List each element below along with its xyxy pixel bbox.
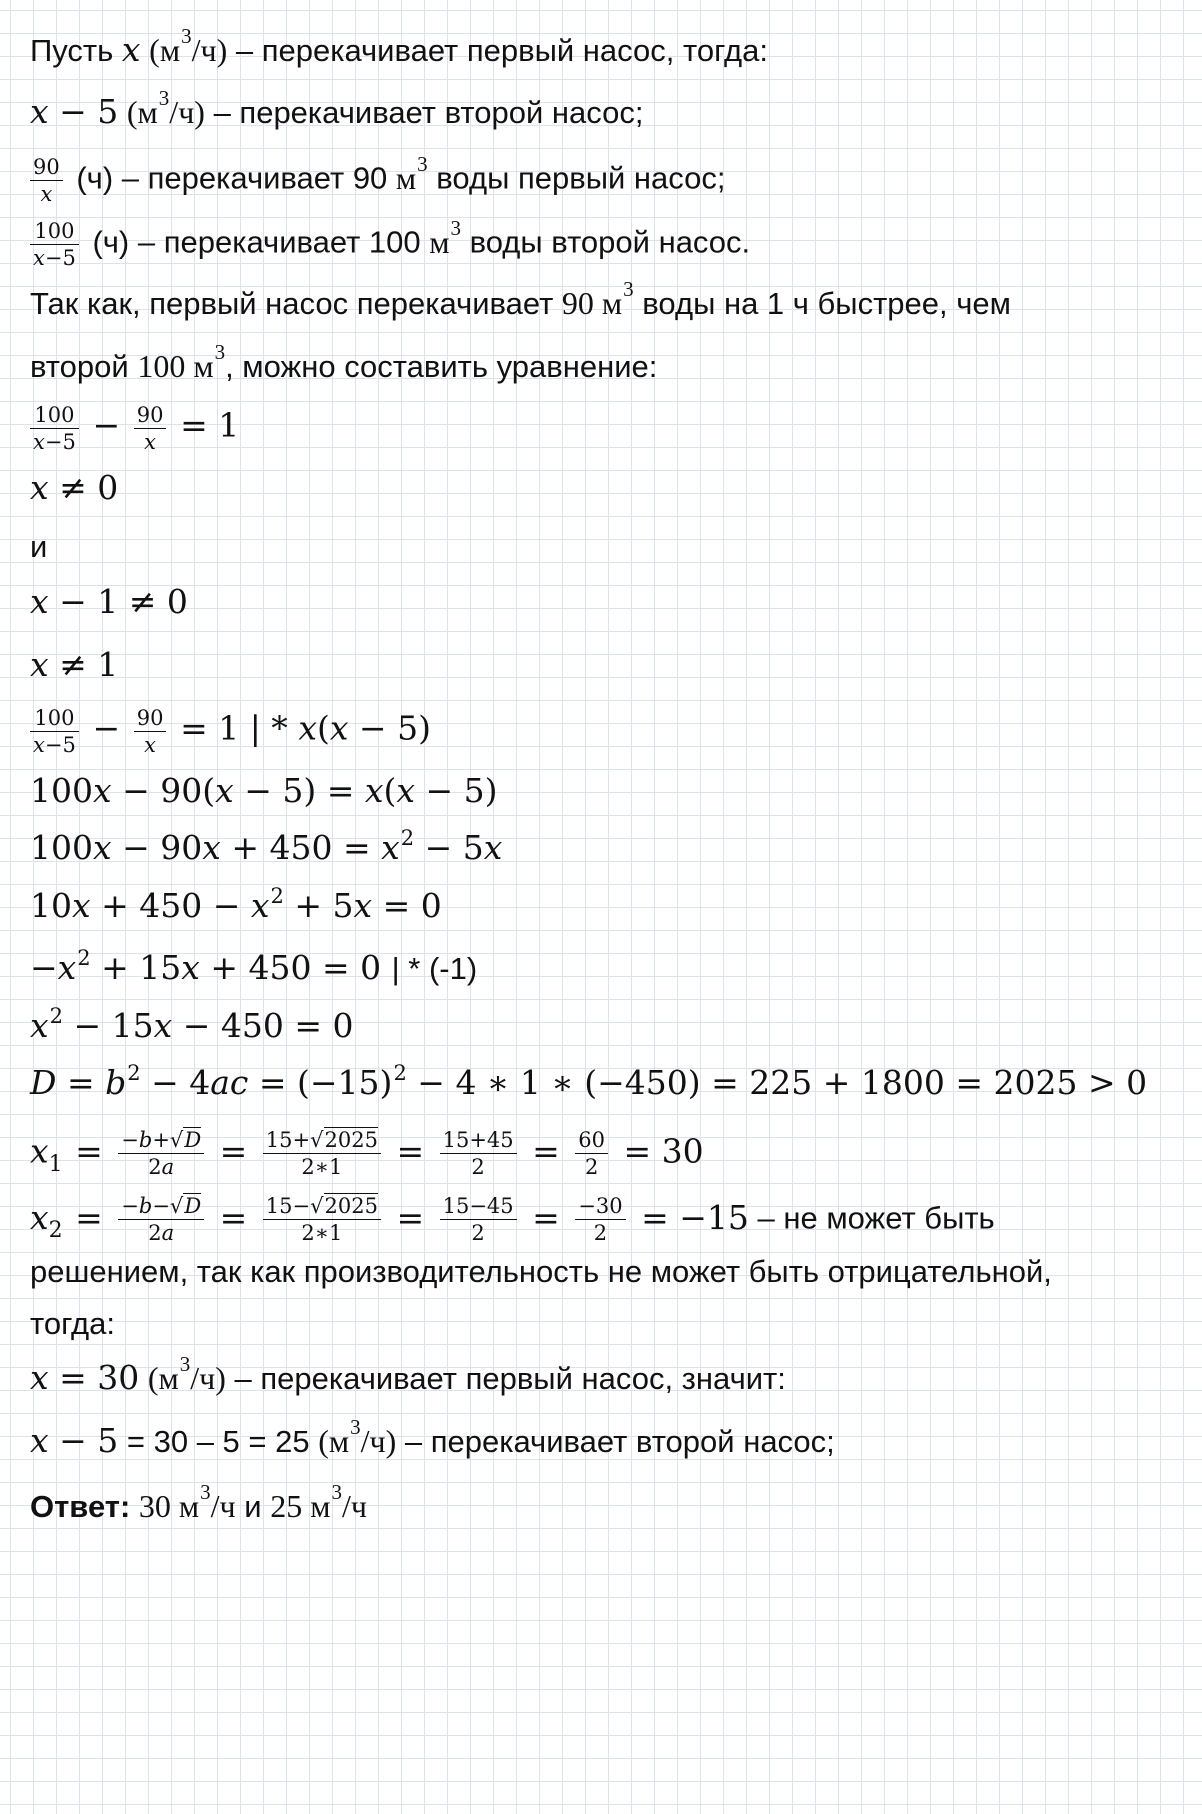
root-x1: $x_1$ = $\frac{-b+√D}{2a}$ = $\frac{15+√2025}{2∗1}$ = $\frac{15+45}{2}$ = $\frac{60}{2}$ = 30 [30, 1128, 704, 1179]
line-time-first: $\frac{90}{x}$ (ч) – перекачивает 90 $м^3$ воды первый насос; [30, 155, 725, 206]
equation-main: $\frac{100}{x-5}$ − $\frac{90}{x}$ = 1 [30, 403, 239, 454]
line-second-pump: x − 5 $(м^3/ч)$ – перекачивает второй насос; [30, 86, 644, 131]
equation-step-4: $-x^2 + 15x + 450 = 0$ | * (-1) [30, 946, 478, 987]
answer-label: Ответ: [30, 1489, 131, 1524]
equation-step-1: 100x − 90(x − 5) = x(x − 5) [30, 771, 498, 810]
equation-multiply: $\frac{100}{x-5}$ − $\frac{90}{x}$ = 1 | * x(x − 5) [30, 706, 431, 757]
text-then: тогда: [30, 1306, 115, 1341]
equation-step-3: $10x + 450 - x^2 + 5x = 0$ [30, 884, 442, 925]
line-let-x: Пусть x $(м^3/ч)$ – перекачивает первый насос, тогда: [30, 24, 768, 69]
line-x-minus-5: x − 5 = 30 – 5 = 25 $(м^3/ч)$ – перекачивает второй насос; [30, 1415, 835, 1460]
condition-x-not-0: x ≠ 0 [30, 468, 119, 507]
text-reason-negative: решением, так как производительность не может быть отрицательной, [30, 1254, 1052, 1289]
condition-x-minus-1: x − 1 ≠ 0 [30, 582, 188, 621]
root-x2: $x_2$ = $\frac{-b-√D}{2a}$ = $\frac{15-√2025}{2∗1}$ = $\frac{15-45}{2}$ = $\frac{-30}{2}$ = −15 – не может быть [30, 1194, 995, 1245]
line-time-second: $\frac{100}{x-5}$ (ч) – перекачивает 100 $м^3$ воды второй насос. [30, 219, 750, 270]
equation-step-5: $x^2 - 15x - 450 = 0$ [30, 1004, 354, 1045]
line-x-30: x = 30 $(м^3/ч)$ – перекачивает первый насос, значит: [30, 1352, 786, 1397]
equation-step-2: $100x - 90x + 450 = x^2 - 5x$ [30, 826, 503, 867]
line-reason-b: второй 100 $м^3$, можно составить уравнение: [30, 340, 658, 384]
discriminant: $D = b^2 - 4ac = (-15)^2 - 4$ ∗ 1 ∗ (−450) = 225 + 1800 = 2025 > 0 [30, 1061, 1148, 1102]
text-second-pump-rate: – перекачивает второй насос; [213, 95, 644, 130]
text-and: и [30, 529, 48, 564]
line-reason-a: Так как, первый насос перекачивает 90 $м^3$ воды на 1 ч быстрее, чем [30, 277, 1011, 321]
text-let: Пусть [30, 33, 114, 68]
condition-x-not-1: x ≠ 1 [30, 645, 119, 684]
text-time-first: – перекачивает 90 [121, 160, 388, 196]
answer: Ответ: 30 $м^3/ч$ и 25 $м^3/ч$ [30, 1480, 367, 1524]
text-first-pump-rate: – перекачивает первый насос, тогда: [235, 33, 768, 68]
text-time-second: – перекачивает 100 [137, 224, 421, 260]
